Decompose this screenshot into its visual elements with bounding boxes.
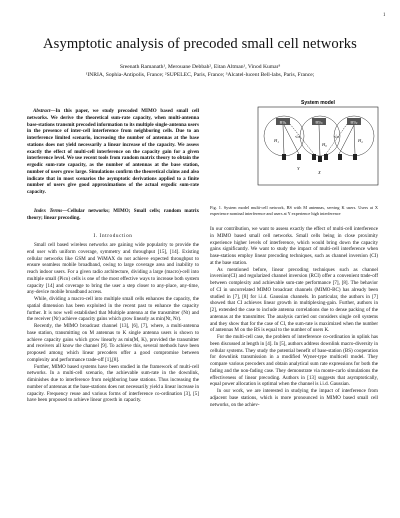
paragraph: In our work, we are interested in studying the impact of interference from adjacent base stations, which is more pronounced in MIMO based small cell networks, on the achiev- [210,388,378,408]
base-station-1-icon [276,118,290,125]
label-alpha-1: √α [295,134,300,139]
paragraph: Further, MIMO based systems have been studied in the framework of multi-cell networks. In a multi-cell scenario, the achievable sum-rate in the downlink, diminishes due to interference from neighboring base stations. Thus increasing the number of antennas at the base-stations does not necessarily yield a linear increase in capacity. Frequency reuse and various forms of interference co-ordination [3], [5] have been proposed to achieve linear growth in capacity. [27,363,199,404]
index-terms-text: —Cellular networks; MIMO; Small cells; random matrix theory; linear precoding. [27,208,199,221]
figure-labels [273,134,363,175]
paragraph: As mentioned before, linear precoding techniques such as channel inversion(CI) and regularized channel inversion (RCI) offer a convenient trade-off between complexity and achievable sum-rate performance [7], [8]. The behavior of CI in uncorrelated MIMO broadcast channels (MIMO-BC) has already been studied in [7], [8] for i.i.d. Gaussian channels. In particular, the authors in [7] showed that CI achieves linear growth in multiplexing-gain. Further, authors in [2], extended the case to include antenna correlations due to dense packing of the antennas at the transmitter. The analysis carried out considers single cell systems and they show that for the case of CI, the sum-rate is maximized when the number of antennas M on the BS is equal to the number of users K. [210,266,378,334]
label-x: X [318,170,321,175]
channel-links [283,124,355,156]
label-alpha-2: √α [334,134,339,139]
paragraph: For the multi-cell case, the problem of interference co-ordination in uplink has been discussed at length in [4]. In [5], authors address downlink macro-diversity in cellular systems. They study the potential benefit of base-station (BS) cooperation for downlink transmission in a modified Wyner-type multicell model. They compare various precoders and obtain analytical sum rate expressions for both the fading and the non-fading case. They demonstrate via monte-carlo simulations the effectiveness of linear precoding. Authors in [13] suggests that asymptotically, equal power allocation is optimal when the channel is i.i.d. Gaussian. [210,334,378,388]
right-column-body [210,226,378,408]
label-h1: H₁ [274,138,279,143]
figure-title: System model [301,100,335,106]
abstract-label: Abstract [33,108,51,114]
page-number: 1 [383,13,386,18]
paragraph: Small cell based wireless networks are gaining wide popularity to provide the end user with uniform coverage, symmetry and throughput [15], [14]. Existing cellular networks like GSM and WiMAX do not achieve expected throughput to ensure seamless mobile broadband, owing to large coverage area and inability to reach indoor users. For a given radio architecture, dividing a large (macro)-cell into multiple small (Pico) cells is one of the most effective ways to increase both system capacity [14] and coverage to bring the user a step closer to any-place, any-time, any-device mobile broadband access. [27,242,199,296]
label-h2: H₂ [358,138,363,143]
figure-caption: Fig. 1. System model multi-cell network, BS with M antennas, serving K users. Users at X experience nominal interference and users at Y experience high interference [210,205,378,216]
abstract [27,108,199,196]
index-terms [27,208,199,222]
svg-text:BS₁: BS₁ [279,119,287,125]
author-block [0,63,400,79]
section-heading-introduction: I. Introduction [93,233,133,239]
paragraph: In our contribution, we want to assess exactly the effect of multi-cell interference in MIMO based small cell networks. Small cells being in close proximity experience higher levels of interference, which would bring down the capacity gains significantly. We want to study the impact of multi-cell interference when base-stations employ linear precoding techniques, such as channel inversion (CI) at the base station. [210,226,378,266]
base-station-2-icon [347,118,361,125]
user-terminals [282,154,357,162]
abstract-text: —In this paper, we study precoded MIMO based small cell networks. We derive the theoretical sum-rate capacity, when multi-antenna base-stations transmit precoded information to its multiple single-antenna users in the presence of inter-cell interference from neighboring cells. Due to an interference limited scenario, increasing the number of antennas at the base stations does not yield necessarily a linear increase of the capacity. We assess exactly the effect of multi-cell interference on the capacity gain for a given interference level. We use recent tools from random matrix theory to obtain the ergodic sum-rate capacity, as the number of antennas at the base station, number of users grow large. Simulations confirm the theoretical claims and also indicate that in most scenarios the asymptotic derivations applied to a finite number of users give good approximations of the actual ergodic sum-rate capacity. [27,108,199,195]
label-h0: H₀ [322,142,327,147]
paragraph: While, dividing a macro-cell into multiple small cells enhances the capacity, the spatial dimension has been exploited in the recent past to enhance the capacity further. It is now well established that Multiple antenna at the transmitter (Nt) and the receiver (Nr) achieve capacity gains which grow linearly as min(Nt, Nr). [27,296,199,323]
introduction-body [27,242,199,404]
svg-text:BS₀: BS₀ [315,119,323,125]
index-terms-label: Index Terms [34,208,63,214]
svg-text:BS₂: BS₂ [350,119,358,125]
author-affiliations: ¹INRIA, Sophia-Antipolis, France; ²SUPELEC, Paris, France; ³Alcatel-lucent Bell-labs, Paris, France; [85,72,315,78]
paper-title: Asymptotic analysis of precoded small cell networks [43,36,357,52]
system-model-diagram [254,98,382,198]
author-names: Sreenath Ramanath¹, Merouane Debbah², Eitan Altman¹, Vinod Kumar³ [119,64,281,70]
base-station-0-icon [312,118,326,125]
label-y: Y [297,166,300,171]
system-model-figure [254,98,382,198]
paragraph: Recently, the MIMO broadcast channel [13], [6], [7], where, a multi-antenna base station, transmitting on M antennas to K single antenna users is shown to achieve capacity gains which grow linearly as min(M, K), provided the transmitter and receivers all know the channel [9]. To achieve this, several methods have been proposed among which linear precoders offer a good compromise between complexity and performance trade-off [1],[8]. [27,323,199,363]
